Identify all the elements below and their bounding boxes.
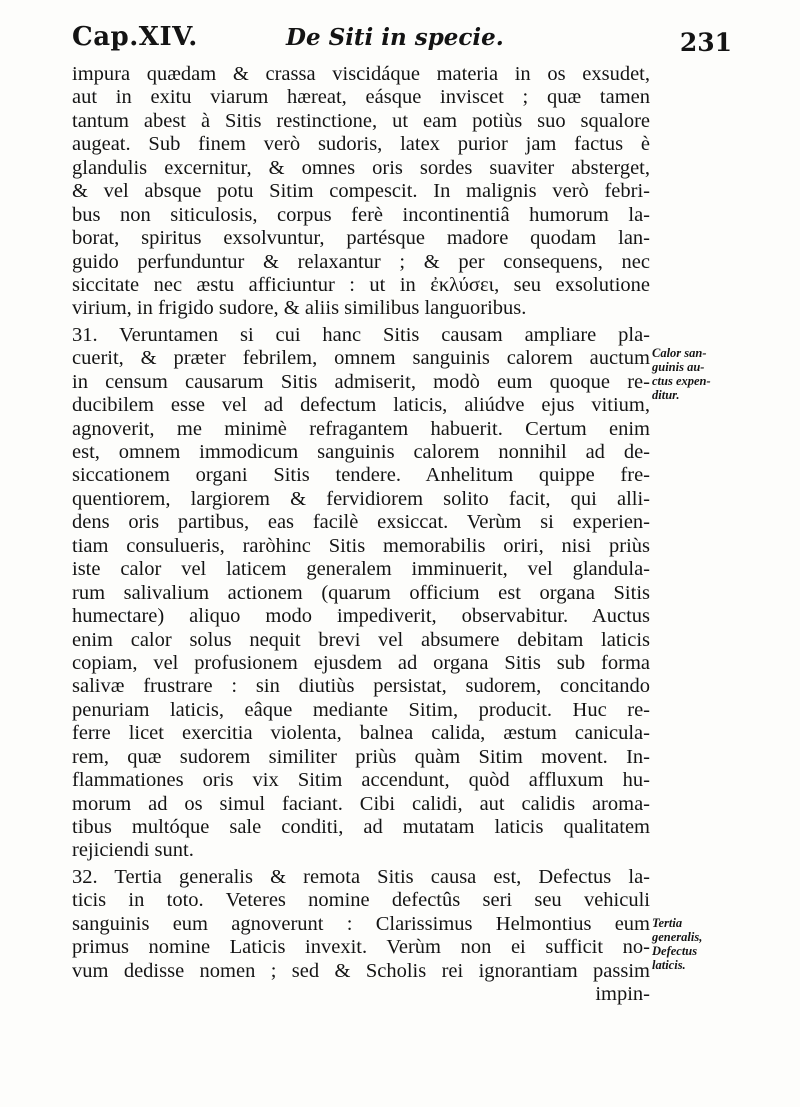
margin-note-tertia — [652, 916, 792, 972]
running-head — [72, 22, 732, 62]
margin-note-calor — [652, 346, 792, 402]
text-line: rem, quæ sudorem similiter priùs quàm Sitim movent. In- — [72, 745, 650, 768]
page-number: 231 — [679, 28, 732, 57]
text-line: impura quædam & crassa viscidáque materia in os exsudet, — [72, 63, 650, 85]
text-line: borat, spiritus exsolvuntur, partésque madore quodam lan- — [72, 227, 650, 250]
text-line: tiam consulueris, raròhinc Sitis memorabilis oriri, nisi priùs — [72, 534, 650, 557]
text-line: ducibilem esse vel ad defectum laticis, aliúdve ejus vitium, — [72, 394, 650, 417]
text-line: enim calor solus nequit brevi vel absumere debitam laticis — [72, 628, 650, 651]
chapter-label: Cap.XIV. — [72, 22, 198, 52]
text-line: ferre licet exercitia violenta, balnea calida, æstum canicula- — [72, 722, 650, 745]
text-line: agnoverit, me minimè refragantem habuerit. Certum enim — [72, 417, 650, 440]
text-line: iste calor vel laticem generalem imminuerit, vel glandula- — [72, 558, 650, 581]
text-line: dens oris partibus, eas facilè exsiccat. Verùm si experien- — [72, 511, 650, 534]
text-line: flammationes oris vix Sitim accendunt, quòd affluxum hu- — [72, 769, 650, 792]
text-line: primus nomine Laticis invexit. Verùm non ei sufficit no- — [72, 936, 650, 959]
text-line: morum ad os simul faciant. Cibi calidi, aut calidis aroma- — [72, 792, 650, 815]
text-line: 32. Tertia generalis & remota Sitis causa est, Defectus la- — [72, 865, 650, 888]
text-line: & vel absque potu Sitim compescit. In malignis verò febri- — [72, 180, 650, 203]
margin-note-line: Tertia — [652, 916, 683, 930]
text-line: quentiorem, largiorem & fervidiorem solito facit, qui alli- — [72, 487, 650, 510]
text-line: siccationem organi Sitis tendere. Anhelitum quippe fre- — [72, 464, 650, 487]
text-line: cuerit, & præter febrilem, omnem sanguinis calorem auctum — [72, 347, 650, 370]
text-line: rejiciendi sunt. — [72, 839, 194, 862]
margin-note-line: laticis. — [652, 958, 686, 972]
text-line: sanguinis eum agnoverunt : Clarissimus Helmontius eum — [72, 912, 650, 935]
text-line: ticis in toto. Veteres nomine defectûs seri seu vehiculi — [72, 889, 650, 912]
text-line: virium, in frigido sudore, & aliis similibus languoribus. — [72, 297, 527, 320]
text-line: siccitate nec æstu afficiuntur : ut in ἐκλύσει, seu exsolutione — [72, 273, 650, 296]
text-line: humectare) aliquo modo impediverit, observabitur. Auctus — [72, 605, 650, 628]
text-line: rum salivalium actionem (quarum officium est organa Sitis — [72, 581, 650, 604]
text-line: copiam, vel profusionem ejusdem ad organa Sitis sub forma — [72, 651, 650, 674]
margin-note-line: generalis, — [652, 930, 703, 944]
margin-note-line: ditur. — [652, 388, 680, 402]
margin-note-line: Calor san- — [652, 346, 707, 360]
text-line: bus non siticulosis, corpus ferè incontinentiâ humorum la- — [72, 203, 650, 226]
main-text-block — [72, 63, 650, 1007]
text-line: 31. Veruntamen si cui hanc Sitis causam ampliare pla- — [72, 323, 650, 346]
text-line: penuriam laticis, eâque mediante Sitim, producit. Huc re- — [72, 698, 650, 721]
text-line: tantum abest à Sitis restinctione, ut eam potiùs suo squalore — [72, 109, 650, 132]
margin-note-line: Defectus — [652, 944, 698, 958]
text-line: salivæ frustrare : sin diutiùs persistat, sudorem, concitando — [72, 675, 650, 698]
text-line: est, omnem immodicum sanguinis calorem nonnihil ad de- — [72, 441, 650, 463]
margin-note-line: guinis au- — [652, 360, 705, 374]
text-line: impin- — [595, 983, 650, 1006]
text-line: glandulis excernitur, & omnes oris sordes suaviter absterget, — [72, 156, 650, 179]
margin-note-line: ctus expen- — [652, 374, 711, 388]
text-line: guido perfunduntur & relaxantur ; & per consequens, nec — [72, 250, 650, 273]
text-line: augeat. Sub finem verò sudoris, latex purior jam factus è — [72, 133, 650, 156]
text-line: tibus multóque sale conditi, ad mutatam laticis qualitatem — [72, 816, 650, 838]
text-line: aut in exitu viarum hæreat, eásque inviscet ; quæ tamen — [72, 86, 650, 109]
text-line: vum dedisse nomen ; sed & Scholis rei ignorantiam passim — [72, 959, 650, 982]
running-title: De Siti in specie. — [286, 24, 504, 51]
text-line: in censum causarum Sitis admiserit, modò eum quoque re- — [72, 370, 650, 393]
